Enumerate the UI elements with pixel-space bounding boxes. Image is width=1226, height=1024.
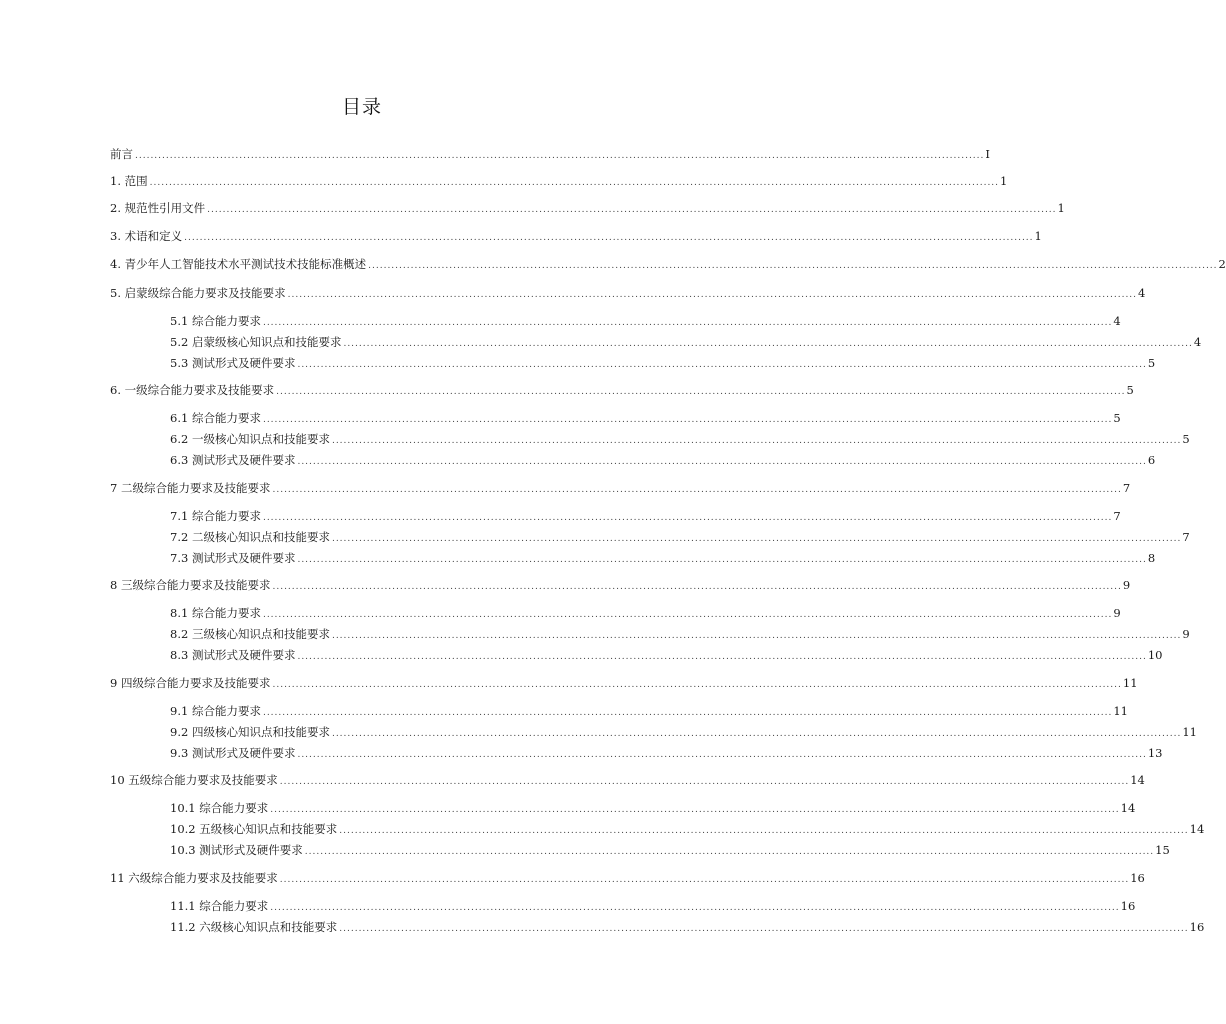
toc-entry-page-number: 4	[1193, 335, 1202, 349]
toc-entry-page-number: 5	[1113, 411, 1121, 425]
toc-entry-label: 11 六级综合能力要求及技能要求	[110, 871, 278, 885]
toc-entry[interactable]	[110, 773, 1145, 789]
toc-entry-page-number: 8	[1147, 551, 1156, 565]
toc-entry-page-number: 16	[1120, 899, 1136, 913]
toc-entry-label: 8.3 测试形式及硬件要求	[170, 648, 296, 662]
toc-entry[interactable]	[170, 746, 1163, 762]
page-title: 目录	[341, 96, 382, 118]
toc-entry-page-number: 14	[1189, 822, 1205, 836]
toc-entry-page-number: 5	[1147, 356, 1156, 370]
toc-entry[interactable]	[170, 411, 1121, 427]
toc-entry[interactable]	[170, 920, 1205, 936]
dot-leader: ............................................................................................................................................................................................................................	[279, 875, 1130, 885]
toc-entry[interactable]	[110, 871, 1145, 887]
toc-entry[interactable]	[170, 822, 1205, 838]
dot-leader: ............................................................................................................................................................................................................................	[262, 415, 1113, 425]
toc-entry-label: 10 五级综合能力要求及技能要求	[110, 773, 278, 787]
toc-entry-label: 7 二级综合能力要求及技能要求	[110, 481, 271, 495]
dot-leader: ............................................................................................................................................................................................................................	[272, 680, 1122, 690]
dot-leader: ............................................................................................................................................................................................................................	[297, 360, 1147, 370]
dot-leader: ............................................................................................................................................................................................................................	[149, 178, 1000, 188]
toc-entry-page-number: 9	[1182, 627, 1190, 641]
toc-entry-page-number: I	[985, 147, 990, 161]
toc-entry-label: 5.1 综合能力要求	[170, 314, 261, 328]
toc-entry-label: 8.1 综合能力要求	[170, 606, 261, 620]
toc-entry-page-number: 1	[1057, 201, 1065, 215]
toc-entry[interactable]	[110, 676, 1138, 692]
dot-leader: ............................................................................................................................................................................................................................	[184, 233, 1034, 243]
toc-entry[interactable]	[170, 704, 1128, 720]
toc-entry-page-number: 2	[1218, 257, 1226, 271]
dot-leader: ............................................................................................................................................................................................................................	[279, 777, 1130, 787]
toc-entry-page-number: 7	[1113, 509, 1121, 523]
dot-leader: ............................................................................................................................................................................................................................	[272, 485, 1122, 495]
dot-leader: ............................................................................................................................................................................................................................	[331, 534, 1182, 544]
dot-leader: ............................................................................................................................................................................................................................	[262, 610, 1113, 620]
toc-entry[interactable]	[110, 481, 1131, 497]
toc-entry[interactable]	[170, 843, 1170, 859]
toc-entry-page-number: 1	[1000, 174, 1008, 188]
toc-entry[interactable]	[170, 509, 1121, 525]
toc-entry[interactable]	[170, 356, 1156, 372]
toc-entry[interactable]	[170, 801, 1136, 817]
dot-leader: ............................................................................................................................................................................................................................	[272, 582, 1122, 592]
toc-entry[interactable]	[170, 551, 1156, 567]
dot-leader: ............................................................................................................................................................................................................................	[297, 652, 1147, 662]
dot-leader: ............................................................................................................................................................................................................................	[262, 708, 1113, 718]
dot-leader: ............................................................................................................................................................................................................................	[297, 555, 1147, 565]
toc-entry[interactable]	[170, 725, 1197, 741]
toc-entry[interactable]	[170, 606, 1121, 622]
toc-entry-label: 5. 启蒙级综合能力要求及技能要求	[110, 286, 286, 300]
toc-entry[interactable]	[170, 627, 1190, 643]
toc-entry-label: 9.1 综合能力要求	[170, 704, 261, 718]
toc-entry-label: 4. 青少年人工智能技术水平测试技术技能标准概述	[110, 257, 367, 271]
dot-leader: ............................................................................................................................................................................................................................	[343, 339, 1193, 349]
dot-leader: ............................................................................................................................................................................................................................	[287, 290, 1138, 300]
toc-entry-label: 7.3 测试形式及硬件要求	[170, 551, 296, 565]
toc-entry-label: 2. 规范性引用文件	[110, 201, 206, 215]
toc-entry-label: 10.2 五级核心知识点和技能要求	[170, 822, 338, 836]
toc-entry-label: 11.1 综合能力要求	[170, 899, 269, 913]
toc-entry-page-number: 4	[1138, 286, 1146, 300]
toc-entry-label: 6.2 一级核心知识点和技能要求	[170, 432, 330, 446]
dot-leader: ............................................................................................................................................................................................................................	[368, 261, 1218, 271]
toc-entry[interactable]	[110, 201, 1065, 217]
toc-entry[interactable]	[110, 578, 1131, 594]
toc-entry[interactable]	[110, 286, 1146, 302]
toc-entry-page-number: 7	[1182, 530, 1190, 544]
dot-leader: ............................................................................................................................................................................................................................	[331, 631, 1182, 641]
toc-entry-page-number: 15	[1155, 843, 1170, 857]
toc-entry-label: 1. 范围	[110, 174, 148, 188]
toc-entry[interactable]	[110, 229, 1042, 245]
toc-entry-page-number: 11	[1122, 676, 1138, 690]
toc-entry[interactable]	[170, 530, 1190, 546]
toc-entry-page-number: 14	[1120, 801, 1136, 815]
toc-entry-label: 8 三级综合能力要求及技能要求	[110, 578, 271, 592]
toc-entry-label: 3. 术语和定义	[110, 229, 183, 243]
toc-entry[interactable]	[170, 314, 1121, 330]
dot-leader: ............................................................................................................................................................................................................................	[270, 805, 1120, 815]
toc-entry-page-number: 10	[1147, 648, 1163, 662]
toc-entry-page-number: 16	[1189, 920, 1205, 934]
dot-leader: ............................................................................................................................................................................................................................	[262, 513, 1113, 523]
dot-leader: ............................................................................................................................................................................................................................	[297, 750, 1147, 760]
toc-entry-label: 5.3 测试形式及硬件要求	[170, 356, 296, 370]
toc-entry[interactable]	[110, 174, 1008, 190]
toc-entry-label: 6.3 测试形式及硬件要求	[170, 453, 296, 467]
toc-entry-page-number: 6	[1147, 453, 1156, 467]
dot-leader: ............................................................................................................................................................................................................................	[207, 205, 1057, 215]
toc-entry-page-number: 5	[1126, 383, 1134, 397]
toc-entry[interactable]	[170, 899, 1136, 915]
toc-entry-label: 11.2 六级核心知识点和技能要求	[170, 920, 338, 934]
toc-entry[interactable]	[170, 432, 1190, 448]
dot-leader: ............................................................................................................................................................................................................................	[276, 387, 1126, 397]
toc-entry[interactable]	[170, 648, 1163, 664]
toc-entry-label: 前言	[110, 147, 133, 161]
dot-leader: ............................................................................................................................................................................................................................	[135, 151, 985, 161]
toc-entry-page-number: 7	[1122, 481, 1131, 495]
toc-entry-label: 7.1 综合能力要求	[170, 509, 261, 523]
toc-entry[interactable]	[110, 257, 1226, 273]
toc-entry-page-number: 16	[1130, 871, 1145, 885]
toc-entry-page-number: 11	[1113, 704, 1128, 718]
dot-leader: ............................................................................................................................................................................................................................	[297, 457, 1147, 467]
dot-leader: ............................................................................................................................................................................................................................	[304, 847, 1155, 857]
dot-leader: ............................................................................................................................................................................................................................	[270, 903, 1120, 913]
toc-entry-page-number: 1	[1034, 229, 1042, 243]
toc-entry-page-number: 4	[1113, 314, 1121, 328]
toc-entry-page-number: 9	[1113, 606, 1121, 620]
toc-entry-page-number: 11	[1182, 725, 1197, 739]
toc-entry-page-number: 9	[1122, 578, 1131, 592]
toc-entry-label: 10.1 综合能力要求	[170, 801, 269, 815]
toc-entry-page-number: 14	[1130, 773, 1145, 787]
toc-entry-label: 9.3 测试形式及硬件要求	[170, 746, 296, 760]
toc-entry[interactable]	[110, 147, 990, 163]
toc-entry-label: 9.2 四级核心知识点和技能要求	[170, 725, 330, 739]
toc-entry-label: 6. 一级综合能力要求及技能要求	[110, 383, 275, 397]
dot-leader: ............................................................................................................................................................................................................................	[331, 729, 1182, 739]
toc-entry-label: 5.2 启蒙级核心知识点和技能要求	[170, 335, 342, 349]
toc-entry-label: 9 四级综合能力要求及技能要求	[110, 676, 271, 690]
toc-entry[interactable]	[170, 453, 1156, 469]
toc-entry-page-number: 13	[1147, 746, 1163, 760]
toc-entry-page-number: 5	[1182, 432, 1190, 446]
toc-entry-label: 6.1 综合能力要求	[170, 411, 261, 425]
toc-entry[interactable]	[170, 335, 1202, 351]
toc-entry-label: 10.3 测试形式及硬件要求	[170, 843, 303, 857]
dot-leader: ............................................................................................................................................................................................................................	[262, 318, 1113, 328]
toc-entry-label: 7.2 二级核心知识点和技能要求	[170, 530, 330, 544]
toc-entry[interactable]	[110, 383, 1134, 399]
dot-leader: ............................................................................................................................................................................................................................	[339, 924, 1189, 934]
dot-leader: ............................................................................................................................................................................................................................	[339, 826, 1189, 836]
toc-entry-label: 8.2 三级核心知识点和技能要求	[170, 627, 330, 641]
dot-leader: ............................................................................................................................................................................................................................	[331, 436, 1182, 446]
